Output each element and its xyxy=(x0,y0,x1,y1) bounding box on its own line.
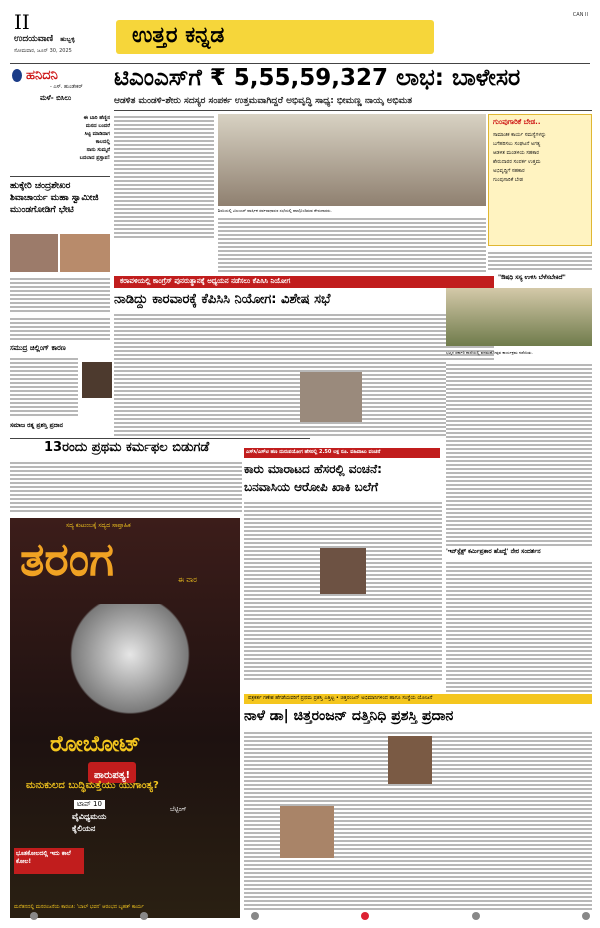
main-headline: ಟಿಎಂಎಸ್‌ಗೆ ₹ 5,55,59,327 ಲಾಭ: ಬಾಳೇಸರ xyxy=(114,65,521,91)
page-code: CAN II xyxy=(572,12,588,18)
award-left-title: ಸಮಾಜ ರತ್ನ ಪ್ರಶಸ್ತಿ ಪ್ರದಾನ xyxy=(10,422,64,429)
print-marks xyxy=(30,912,590,920)
fraud-kicker xyxy=(244,448,440,458)
job-headline: 13ರಂದು ಪ್ರಥಮ ಕರ್ಮಫಲ ಬಿಡುಗಡೆ xyxy=(44,440,210,455)
tips-title: ಗುಂಪುಗಾರಿಕೆ ಬೇಡ.. xyxy=(493,118,541,126)
tips-item: ಆಡಳಿತ ಮಂಡಳಿಯ ಸಹಕಾರ xyxy=(493,150,540,156)
left-story-title: ಹುಕ್ಕೇರಿ ಚಂದ್ರಶೇಖರ ಶಿವಾಚಾರ್ಯ ಮಹಾ ಸ್ವಾಮೀಜಿ ಮುಂಡಗೋಡಿಗೆ ಭೇಟಿ xyxy=(10,181,99,215)
main-body xyxy=(114,114,214,238)
ad-bottom-box xyxy=(14,848,84,874)
chitta-photo-2 xyxy=(280,806,334,858)
kpcl-photo xyxy=(300,372,362,422)
sapling-body xyxy=(446,362,592,546)
ad-robot-2-text: ಪಾರುಪತ್ಯ! xyxy=(94,770,131,781)
right-col-body xyxy=(488,250,592,272)
mid-story-photo xyxy=(82,362,112,398)
print-dot-icon xyxy=(251,912,259,920)
fraud-photo xyxy=(320,548,366,594)
ad-weekly: ಈ ವಾರ xyxy=(178,576,197,584)
main-caption: ಶಿರಸಿಯಲ್ಲಿ ಟಿಎಂಎಸ್ ವಾರ್ಷಿಕ ಸರ್ವಸಾಧಾರಣ ಸಭೆಯಲ್ಲಿ ಪಾಲ್ಗೊಂಡಿರುವ ಶೇರುದಾರರು. xyxy=(218,208,332,213)
main-subhead: ಆಡಳಿತ ಮಂಡಳಿ-ಶೇರು ಸದಸ್ಯರ ಸಂಪರ್ಕ ಉತ್ತಮವಾಗಿದ್ದರೆ ಅಭಿವೃದ್ಧಿ ಸಾಧ್ಯ: ಭೀಮಣ್ಣ ನಾಯ್ಕ ಅಭಿಮತ xyxy=(114,96,413,106)
honey-author: - ಎಸ್. ಹುಂಡೇಕರ್ xyxy=(50,84,83,90)
tips-item: ಅಭಿವೃದ್ಧಿಗೆ ಸಹಕಾರ xyxy=(493,168,525,174)
taranga-ad xyxy=(10,518,240,918)
ad-footer: ಮನೆತನದಲ್ಲಿ ಮನರಂಜನೆಯ ಕಾರಂಜಿ: 'ಬಾಲ್ ಭವನ' ಆರಂಭದ ಬೃಹತ್ ಕಾರ್ಯ xyxy=(14,904,144,910)
fraud-headline: ಕಾರು ಮಾರಾಟದ ಹೆಸರಲ್ಲಿ ವಂಚನೆ: xyxy=(244,462,382,476)
ad-tagline: ಸದ್ಯ ಕುಟುಂಬಕ್ಕೆ ಸದ್ಯದ ಸಾಪ್ತಾಹಿಕ xyxy=(66,522,131,529)
left-story-photo xyxy=(10,234,58,272)
left-story-body xyxy=(10,276,110,312)
left-divider xyxy=(10,176,110,177)
ad-robot: ರೋಬೋಟ್ xyxy=(50,732,141,757)
robot-image xyxy=(70,604,190,730)
chitta-kicker-text: ಪತ್ರಕರ್ತ ಗಣೇಶ ಹೆಗಡೆಯವರಿಗೆ ಪ್ರಥಮ ಪ್ರಶಸ್ತಿ ಎತ್ತಿಟ್ಟ • ಚಿತ್ತರಂಜನ್ ಅಭಿಮಾನಿಗಳಿಂದ ಹಾಗೂ ಸಂಸ್ಥೆಯ ಯೋಜನೆ xyxy=(248,695,433,701)
kpcl-banner xyxy=(114,276,494,288)
mid-story-body xyxy=(10,356,78,418)
tips-box xyxy=(488,114,592,246)
print-dot-icon xyxy=(140,912,148,920)
paper-edition: ಹುಬ್ಬಳ್ಳಿ xyxy=(60,36,75,43)
issue-date: ಸೋಮವಾರ, ಜೂನ್ 30, 2025 xyxy=(14,48,72,54)
poem-line: ಈ ಬಾರಿ ಹೆಣ್ಣಿನ xyxy=(83,115,110,121)
honey-title: ಹನಿದನಿ xyxy=(26,68,58,83)
print-dot-icon xyxy=(472,912,480,920)
ad-side: ಬೆಟ್ಟಿಂಗ್ xyxy=(170,806,187,813)
chitta-headline: ನಾಳೆ ಡಾ| ಚಿತ್ತರಂಜನ್ ದತ್ತಿನಿಧಿ ಪ್ರಶಸ್ತಿ ಪ್ರದಾನ xyxy=(244,708,454,724)
mid-story-title: ಸಮುದ್ರ ಚಿಲ್ಲಿಂಗ್ ಕಾರಣ xyxy=(10,344,66,352)
tips-list xyxy=(493,131,589,185)
ad-brand: ತರಂಗ xyxy=(20,532,114,586)
ad-bottom: ಭೂತಕೋಲದಲ್ಲಿ ಇದು ಕಾಲೆ ಕೋಲ! xyxy=(16,850,71,865)
sapling-title: "ಔಷಧಿ ಸಸ್ಯ ಉಳಿಸಿ ಬೆಳೆಸಬೇಕಿದೆ" xyxy=(498,274,566,281)
poem-line: ನಾನು ಸುಮ್ಮನೆ xyxy=(86,147,110,153)
tips-item: ಶೇರುದಾರರ ಸಂಪರ್ಕ ಉತ್ತಮ xyxy=(493,159,541,165)
chitta-photo xyxy=(388,736,432,784)
page-number: II xyxy=(14,10,30,34)
paper-name xyxy=(14,34,75,44)
job-rule xyxy=(10,438,310,439)
poem-line: ಸಿಟ್ಟಿ ಮಾಡಿದಾಗ xyxy=(84,131,110,137)
left-story-photo xyxy=(60,234,110,272)
ad-top-3: ಕೈಲಿಯನ xyxy=(72,824,96,833)
left-mid-body xyxy=(10,316,110,340)
honey-poem-title: ಮಳೆ- ಬಿಸಿಲು xyxy=(40,94,72,102)
tips-item: ಗುಂಪುಗಾರಿಕೆ ಬೇಡ xyxy=(493,177,523,183)
print-dot-icon xyxy=(361,912,369,920)
print-dot-icon xyxy=(30,912,38,920)
main-body-cont xyxy=(218,216,486,272)
cricket-headline: 'ಇನ್‌ಸ್ಪೆಕ್ಟ್ ಕರ್ಮಿಪ್ರಕಾರ ಹೊದ್ದೆ' ನೇರ ಸಂದರ್ಶನ xyxy=(446,548,541,555)
ad-top-box xyxy=(72,800,152,838)
kpcl-headline: ನಾಡಿದ್ದು ಕಾರವಾರಕ್ಕೆ ಕೆಪಿಸಿಸಿ ನಿಯೋಗ: ವಿಶೇಷ ಸಭೆ xyxy=(114,292,331,307)
section-title: ಉತ್ತರ ಕನ್ನಡ xyxy=(132,23,225,48)
honey-drop-icon xyxy=(12,69,22,82)
section-banner xyxy=(116,20,434,54)
print-dot-icon xyxy=(582,912,590,920)
fraud-headline-2: ಬನವಾಸಿಯ ಆರೋಪಿ ಖಾಕಿ ಬಲೆಗೆ xyxy=(244,480,378,494)
cricket-body xyxy=(446,560,592,694)
ad-top: ಟಾಪ್ 10 xyxy=(74,800,105,809)
poem-line: ಕಾಲದಲ್ಲಿ xyxy=(95,139,110,145)
main-photo xyxy=(218,114,486,206)
sapling-photo xyxy=(446,288,592,346)
kpcl-banner-text: ಕರಾವಳಿಯಲ್ಲಿ ಕಾಂಗ್ರೆಸ್ ಪುನರುತ್ಥಾನಕ್ಕೆ ಅಧ್ಯಯನ ನಡೆಸಲು ಕೆಪಿಸಿಸಿ ನಿಯೋಗ xyxy=(120,277,291,285)
fraud-kicker-text: ಎಸ್‌ಸಿ/ಎಸ್‌ಟಿ ಹಣ ದುರುಪಯೋಗ ಹೆಸರಲ್ಲಿ 2.50 ಲಕ್ಷ ರೂ. ವಹಿವಾಟು ವಂಚನೆ xyxy=(246,449,381,455)
poem-line: ಮನದ ಬಂದರೆ xyxy=(85,123,110,129)
job-body xyxy=(10,460,242,514)
honey-poem xyxy=(62,114,110,172)
ad-question: ಮನುಕುಲದ ಬುದ್ಧಿಮತ್ತೆಯು ಯುಗಾಂತ್ಯ? xyxy=(26,780,159,791)
chitta-kicker xyxy=(244,694,592,704)
tips-item: ಬಗೆಹರಿಸಲು ಸಂಘಟನೆ ಅಗತ್ಯ xyxy=(493,141,541,147)
tips-item: ಸಾಮಾಜಿಕ ಕಾರ್ಯ ಸಮಸ್ಯೆಗಳನ್ನು xyxy=(493,132,547,138)
paper-title: ಉದಯವಾಣಿ xyxy=(14,34,54,44)
poem-line: ಬದಲಾದ ಪ್ರಸ್ತಾಪ! xyxy=(79,155,110,161)
masthead xyxy=(8,6,592,62)
main-rule xyxy=(114,110,592,111)
sapling-caption: ಭಟ್ಕಳ ಸರ್ಕಾರಿ ಶಾಲೆಯಲ್ಲಿ ವನಮಹೋತ್ಸವ ಕಾರ್ಯಕ್ರಮ ನಡೆಯಿತು. xyxy=(446,350,533,355)
ad-top-2: ವೈವಿಧ್ಯಮಯ xyxy=(72,812,107,821)
